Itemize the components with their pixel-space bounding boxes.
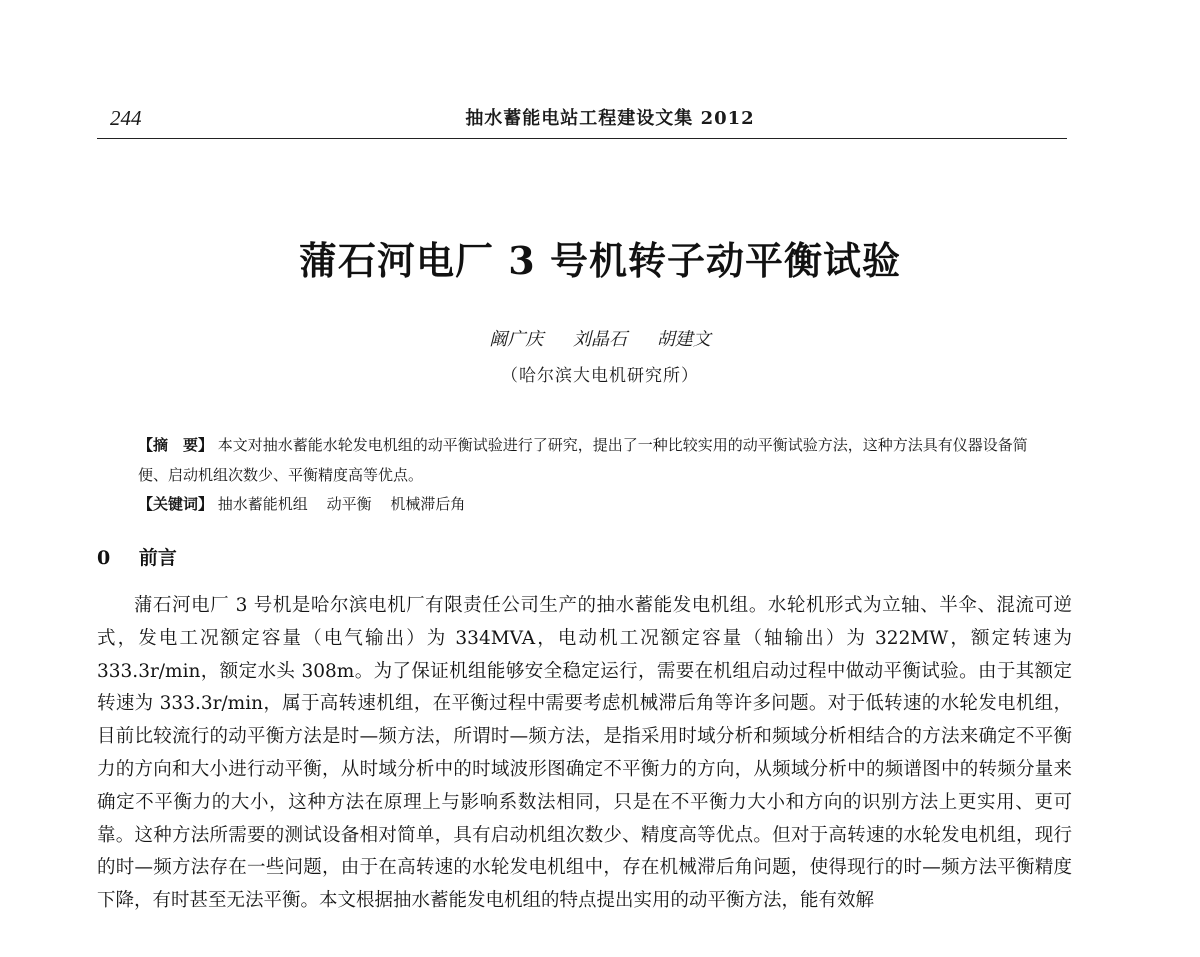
author-2: 刘晶石 [573, 329, 627, 350]
affiliation: （哈尔滨大电机研究所） [501, 366, 699, 386]
abstract-label: 【摘 要】 [138, 436, 214, 454]
keywords [138, 493, 1038, 514]
section-number: 0 [97, 547, 111, 569]
running-header: 抽水蓄能电站工程建设文集 2012 [465, 108, 755, 129]
section-heading [97, 543, 177, 570]
keywords-label: 【关键词】 [138, 495, 214, 513]
body-paragraph: 蒲石河电厂 3 号机是哈尔滨电机厂有限责任公司生产的抽水蓄能发电机组。水轮机形式为立轴、半伞、混流可逆式，发电工况额定容量（电气输出）为 334MVA，电动机工况额定容量（轴输出）为 322MW，额定转速为 333.3r/min，额定水头 308m。为了保证机组能够安全稳定运行，需要在机组启动过程中做动平衡试验。由于其额定转速为 333.3r/min，属于高转速机组，在平衡过程中需要考虑机械滞后角等许多问题。对于低转速的水轮发电机组，目前比较流行的动平衡方法是时—频方法，所谓时—频方法，是指采用时域分析和频域分析相结合的方法来确定不平衡力的方向和大小进行动平衡，从时域分析中的时域波形图确定不平衡力的方向，从频域分析中的频谱图中的转频分量来确定不平衡力的大小，这种方法在原理上与影响系数法相同，只是在不平衡力大小和方向的识别方法上更实用、更可靠。这种方法所需要的测试设备相对简单，具有启动机组次数少、精度高等优点。但对于高转速的水轮发电机组，现行的时—频方法存在一些问题，由于在高转速的水轮发电机组中，存在机械滞后角问题，使得现行的时—频方法平衡精度下降，有时甚至无法平衡。本文根据抽水蓄能发电机组的特点提出实用的动平衡方法，能有效解 [97, 595, 1072, 912]
author-1: 阚广庆 [489, 329, 544, 350]
keyword-1: 抽水蓄能机组 [217, 495, 308, 513]
page-number: 244 [110, 106, 142, 130]
abstract-text: 本文对抽水蓄能水轮发电机组的动平衡试验进行了研究，提出了一种比较实用的动平衡试验方法，这种方法具有仪器设备简便、启动机组次数少、平衡精度高等优点。 [138, 436, 1028, 484]
abstract [138, 430, 1038, 490]
authors [300, 325, 900, 351]
section-title: 前言 [138, 547, 177, 569]
header-rule [97, 138, 1067, 139]
author-3: 胡建文 [656, 329, 711, 350]
keyword-2: 动平衡 [326, 495, 372, 513]
article-title: 蒲石河电厂 3 号机转子动平衡试验 [299, 238, 901, 283]
keyword-3: 机械滞后角 [390, 495, 466, 513]
